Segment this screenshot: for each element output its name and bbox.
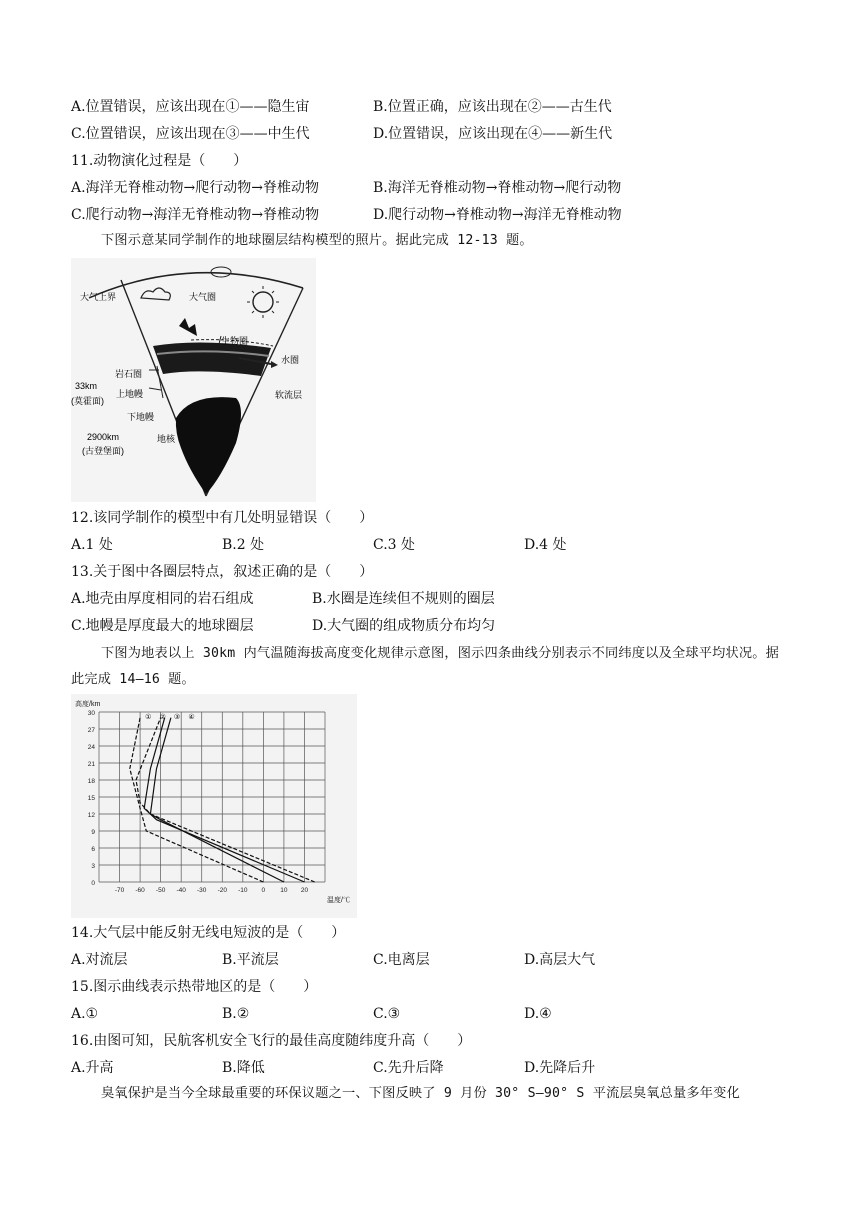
- label-gutenberg-depth: 2900km: [87, 432, 120, 442]
- series-line: [144, 718, 304, 882]
- q16-option-d: D.先降后升: [524, 1060, 596, 1076]
- y-tick-label: 6: [91, 846, 95, 853]
- q13-option-b: B.水圈是连续但不规则的圈层: [312, 591, 495, 607]
- q12-option-c: C.3 处: [373, 537, 416, 553]
- intro-14-16: 下图为地表以上 30km 内气温随海拔高度变化规律示意图，图示四条曲线分别表示不同纬度以及全球平均状况。据此完成 14—16 题。: [71, 646, 780, 687]
- q14-option-d: D.高层大气: [524, 952, 596, 968]
- x-axis-label: 温度/℃: [327, 897, 350, 904]
- temperature-altitude-chart: [71, 694, 357, 918]
- curve-marker: ①: [145, 713, 152, 721]
- q16-option-b: B.降低: [222, 1060, 265, 1076]
- label-moho-depth: 33km: [75, 381, 98, 391]
- q15-option-d: D.④: [524, 1006, 552, 1022]
- label-lower-mantle: 下地幔: [127, 412, 155, 422]
- q15-option-a: A.①: [71, 1006, 99, 1022]
- x-tick-label: -60: [135, 887, 145, 894]
- earth-sphere-model-figure: [71, 258, 316, 502]
- q16-option-a: A.升高: [71, 1060, 114, 1076]
- y-tick-label: 9: [91, 829, 95, 836]
- q14-stem: 14.大气层中能反射无线电短波的是（ ）: [71, 925, 346, 941]
- x-tick-label: -40: [176, 887, 186, 894]
- curve-marker: ③: [173, 713, 181, 721]
- q13-option-a: A.地壳由厚度相同的岩石组成: [71, 591, 254, 607]
- y-tick-label: 30: [87, 710, 95, 717]
- x-tick-label: 0: [261, 887, 266, 894]
- q13-stem: 13.关于图中各圈层特点，叙述正确的是（ ）: [71, 564, 374, 580]
- curve-marker: ②: [159, 713, 166, 721]
- x-tick-label: -30: [197, 887, 207, 894]
- x-tick-label: -70: [114, 887, 125, 894]
- temperature-chart-svg: [71, 694, 357, 918]
- y-tick-label: 21: [87, 761, 95, 768]
- label-lithosphere: 岩石圈: [115, 369, 143, 379]
- q15-option-c: C.③: [373, 1006, 401, 1022]
- curve-marker: ④: [188, 713, 195, 721]
- q10-option-c: C.位置错误，应该出现在③——中生代: [71, 126, 310, 142]
- label-hydrosphere: 水圈: [281, 355, 300, 365]
- q10-option-d: D.位置错误，应该出现在④——新生代: [373, 126, 613, 142]
- q13-option-d: D.大气圈的组成物质分布均匀: [312, 618, 496, 634]
- q15-stem: 15.图示曲线表示热带地区的是（ ）: [71, 979, 318, 995]
- y-tick-label: 24: [87, 744, 95, 751]
- q15-option-b: B.②: [222, 1006, 250, 1022]
- q11-option-d: D.爬行动物→脊椎动物→海洋无脊椎动物: [373, 207, 622, 223]
- label-upper-mantle: 上地幔: [116, 389, 144, 399]
- q11-option-b: B.海洋无脊椎动物→脊椎动物→爬行动物: [373, 180, 622, 196]
- q12-option-a: A.1 处: [71, 537, 113, 553]
- intro-17: 臭氧保护是当今全球最重要的环保议题之一、下图反映了 9 月份 30° S—90° S 平流层臭氧总量多年变化: [101, 1086, 740, 1101]
- q12-stem: 12.该同学制作的模型中有几处明显错误（ ）: [71, 510, 374, 526]
- x-tick-label: -10: [238, 887, 248, 894]
- q14-option-b: B.平流层: [222, 952, 279, 968]
- q11-option-a: A.海洋无脊椎动物→爬行动物→脊椎动物: [71, 180, 320, 196]
- q14-option-a: A.对流层: [71, 952, 128, 968]
- q11-option-c: C.爬行动物→海洋无脊椎动物→脊椎动物: [71, 207, 320, 223]
- y-tick-label: 3: [91, 863, 95, 870]
- q10-option-b: B.位置正确，应该出现在②——古生代: [373, 99, 612, 115]
- q16-option-c: C.先升后降: [373, 1060, 444, 1076]
- label-core: 地核: [157, 434, 176, 444]
- series-line: [130, 718, 264, 882]
- label-asthenosphere: 软流层: [275, 390, 303, 400]
- y-axis-label: 高度/km: [75, 701, 101, 708]
- x-tick-label: -50: [155, 887, 166, 894]
- series-line: [150, 718, 284, 882]
- x-tick-label: 20: [300, 887, 309, 894]
- label-moho: (莫霍面): [71, 396, 104, 406]
- q13-option-c: C.地幔是厚度最大的地球圈层: [71, 618, 254, 634]
- q12-option-d: D.4 处: [524, 537, 567, 553]
- q16-stem: 16.由图可知，民航客机安全飞行的最佳高度随纬度升高（ ）: [71, 1033, 472, 1049]
- y-tick-label: 27: [87, 727, 95, 734]
- intro-12-13: 下图示意某同学制作的地球圈层结构模型的照片。据此完成 12-13 题。: [101, 233, 533, 248]
- label-atmosphere-top: 大气上界: [80, 292, 117, 302]
- q10-option-a: A.位置错误，应该出现在①——隐生宙: [71, 99, 310, 115]
- label-gutenberg: (古登堡面): [82, 446, 124, 456]
- series-line: [136, 718, 315, 882]
- q11-stem: 11.动物演化过程是（ ）: [71, 153, 248, 169]
- x-tick-label: 10: [280, 887, 288, 894]
- q14-option-c: C.电离层: [373, 952, 430, 968]
- y-tick-label: 15: [87, 795, 95, 802]
- y-tick-label: 0: [91, 880, 95, 887]
- label-atmosphere: 大气圈: [189, 292, 217, 302]
- label-biosphere: 生物圈: [221, 336, 249, 346]
- x-tick-label: -20: [217, 887, 227, 894]
- q12-option-b: B.2 处: [222, 537, 265, 553]
- y-tick-label: 12: [87, 812, 95, 819]
- y-tick-label: 18: [87, 778, 95, 785]
